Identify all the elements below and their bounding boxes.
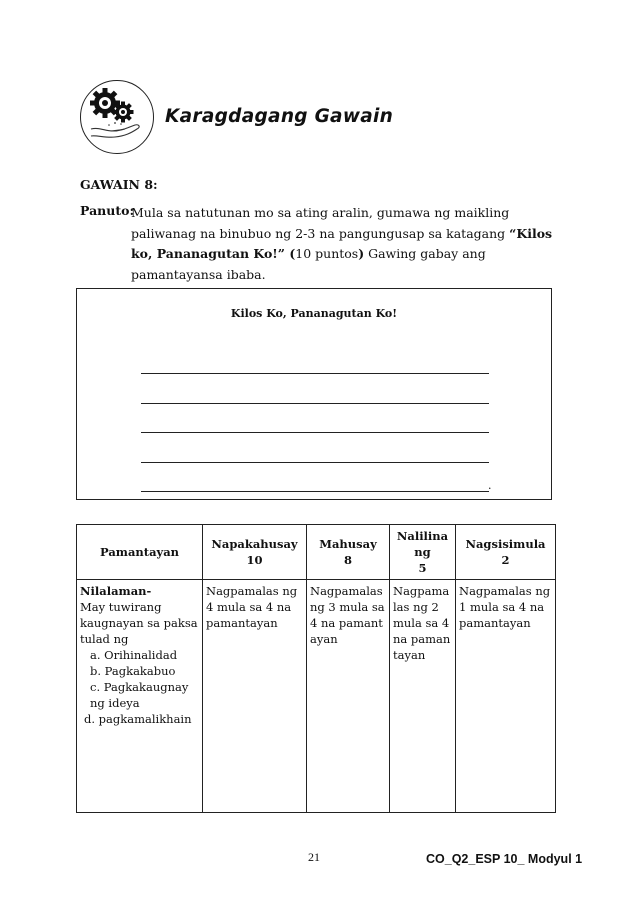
- column-label: Nagsisimula: [465, 537, 546, 551]
- column-label: Napakahusay: [211, 537, 298, 551]
- instruction-body: Mula sa natutunan mo sa ating aralin, gumawa ng maikling paliwanag na binubuo ng 2-3 na pangungusap sa katagang: [131, 205, 510, 241]
- rubric-cell: Nagpamalas ng 3 mula sa 4 na pamantayan: [307, 580, 390, 813]
- end-mark: .: [488, 479, 492, 492]
- rubric-cell: Nagpamalas ng 2 mula sa 4 na pamantayan: [390, 580, 456, 813]
- instruction-points: 10 puntos: [295, 246, 359, 261]
- criteria-text: May tuwirang kaugnayan sa paksa tulad ng: [80, 600, 198, 646]
- criteria-item: b. Pagkakabuo: [90, 664, 176, 678]
- criteria-heading: Nilalaman-: [80, 584, 152, 598]
- instruction-label: Panuto:: [80, 203, 135, 218]
- page-number: 21: [308, 850, 320, 864]
- criteria-item: d. pagkamalikhain: [84, 712, 192, 726]
- writing-line[interactable]: [141, 491, 489, 492]
- column-score: 8: [343, 553, 352, 567]
- rubric-header-row: [77, 525, 556, 580]
- rubric-header-cell: [203, 525, 307, 580]
- writing-line[interactable]: [141, 373, 489, 374]
- rubric-header-cell: [77, 525, 203, 580]
- rubric-header-cell: [390, 525, 456, 580]
- instruction-keyphrase: “Kilos ko, Pananagutan Ko!” (: [131, 225, 553, 261]
- column-label: Pamantayan: [99, 545, 180, 559]
- instruction-paren-close: ): [358, 246, 365, 261]
- module-code: CO_Q2_ESP 10_ Modyul 1: [426, 852, 583, 866]
- column-score: 5: [418, 561, 427, 575]
- column-score: 10: [246, 553, 263, 567]
- column-label: Mahusay: [319, 537, 377, 551]
- rubric-header-cell: [307, 525, 390, 580]
- answer-box: [76, 288, 552, 500]
- rubric-header-cell: [456, 525, 556, 580]
- criteria-item: a. Orihinalidad: [90, 648, 178, 662]
- column-score: 2: [501, 553, 510, 567]
- column-label: Nalilinang: [396, 529, 449, 559]
- writing-line[interactable]: [141, 432, 489, 433]
- criteria-item: c. Pagkakaugnay ng ideya: [90, 680, 189, 710]
- instruction-tail: Gawing gabay ang pamantayansa ibaba.: [131, 246, 486, 282]
- gears-in-hand-icon: [80, 80, 154, 154]
- rubric-cell: Nagpamalas ng 1 mula sa 4 na pamantayan: [456, 580, 556, 813]
- answer-box-title: Kilos Ko, Pananagutan Ko!: [230, 307, 398, 320]
- rubric-row: [77, 580, 556, 813]
- page-title: Karagdagang Gawain: [165, 106, 394, 127]
- activity-label: GAWAIN 8:: [80, 177, 158, 192]
- criteria-cell: [77, 580, 203, 813]
- writing-line[interactable]: [141, 462, 489, 463]
- writing-line[interactable]: [141, 403, 489, 404]
- rubric-cell: Nagpamalas ng 4 mula sa 4 na pamantayan: [203, 580, 307, 813]
- instruction-text: [131, 203, 571, 285]
- rubric-table: [76, 524, 556, 813]
